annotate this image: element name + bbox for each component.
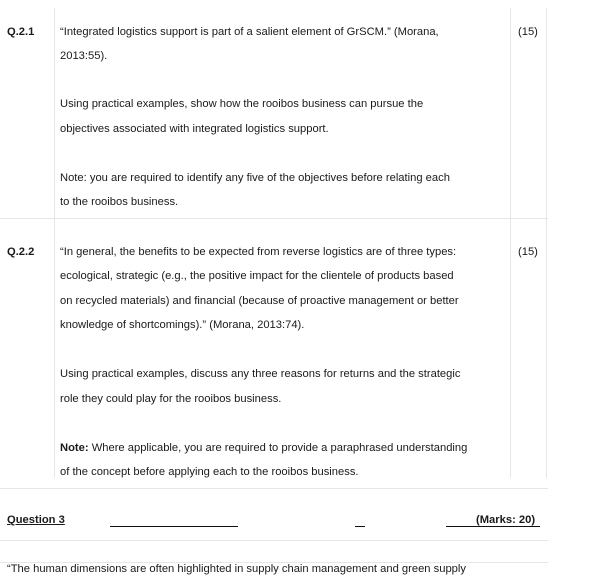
quote-line: ecological, strategic (e.g., the positive impact for the clientele of products based <box>60 270 454 282</box>
grid-line <box>0 540 548 541</box>
question-marks: (15) <box>518 26 538 38</box>
note-line <box>60 442 467 454</box>
note-label: Note: <box>60 442 89 454</box>
quote-line: 2013:55). <box>60 50 108 62</box>
grid-line <box>546 8 547 478</box>
task-line: objectives associated with integrated logistics support. <box>60 123 329 135</box>
question-marks: (15) <box>518 246 538 258</box>
quote-line: “Integrated logistics support is part of a salient element of GrSCM.” (Morana, <box>60 26 439 38</box>
question-number: Q.2.2 <box>7 246 35 258</box>
quote-line: “In general, the benefits to be expected from reverse logistics are of three types: <box>60 246 457 258</box>
underline-rule <box>355 526 365 527</box>
grid-line <box>510 8 511 478</box>
underline-rule <box>110 526 238 527</box>
underline-rule <box>446 526 540 527</box>
quote-line: knowledge of shortcomings).” (Morana, 2013:74). <box>60 319 305 331</box>
grid-line <box>54 8 55 478</box>
section-title: Question 3 <box>7 514 65 526</box>
question-number: Q.2.1 <box>7 26 35 38</box>
footer-quote: “The human dimensions are often highlighted in supply chain management and green supply <box>7 563 466 575</box>
note-line: to the rooibos business. <box>60 196 179 208</box>
grid-line <box>0 488 548 489</box>
quote-line: on recycled materials) and financial (because of proactive management or better <box>60 295 459 307</box>
grid-line <box>0 218 548 219</box>
task-line: Using practical examples, show how the rooibos business can pursue the <box>60 98 424 110</box>
task-line: role they could play for the rooibos business. <box>60 393 282 405</box>
note-line: of the concept before applying each to the rooibos business. <box>60 466 359 478</box>
section-marks: (Marks: 20) <box>476 514 536 526</box>
task-line: Using practical examples, discuss any three reasons for returns and the strategic <box>60 368 461 380</box>
note-text: Where applicable, you are required to provide a paraphrased understanding <box>88 442 468 454</box>
note-line: Note: you are required to identify any five of the objectives before relating each <box>60 172 450 184</box>
